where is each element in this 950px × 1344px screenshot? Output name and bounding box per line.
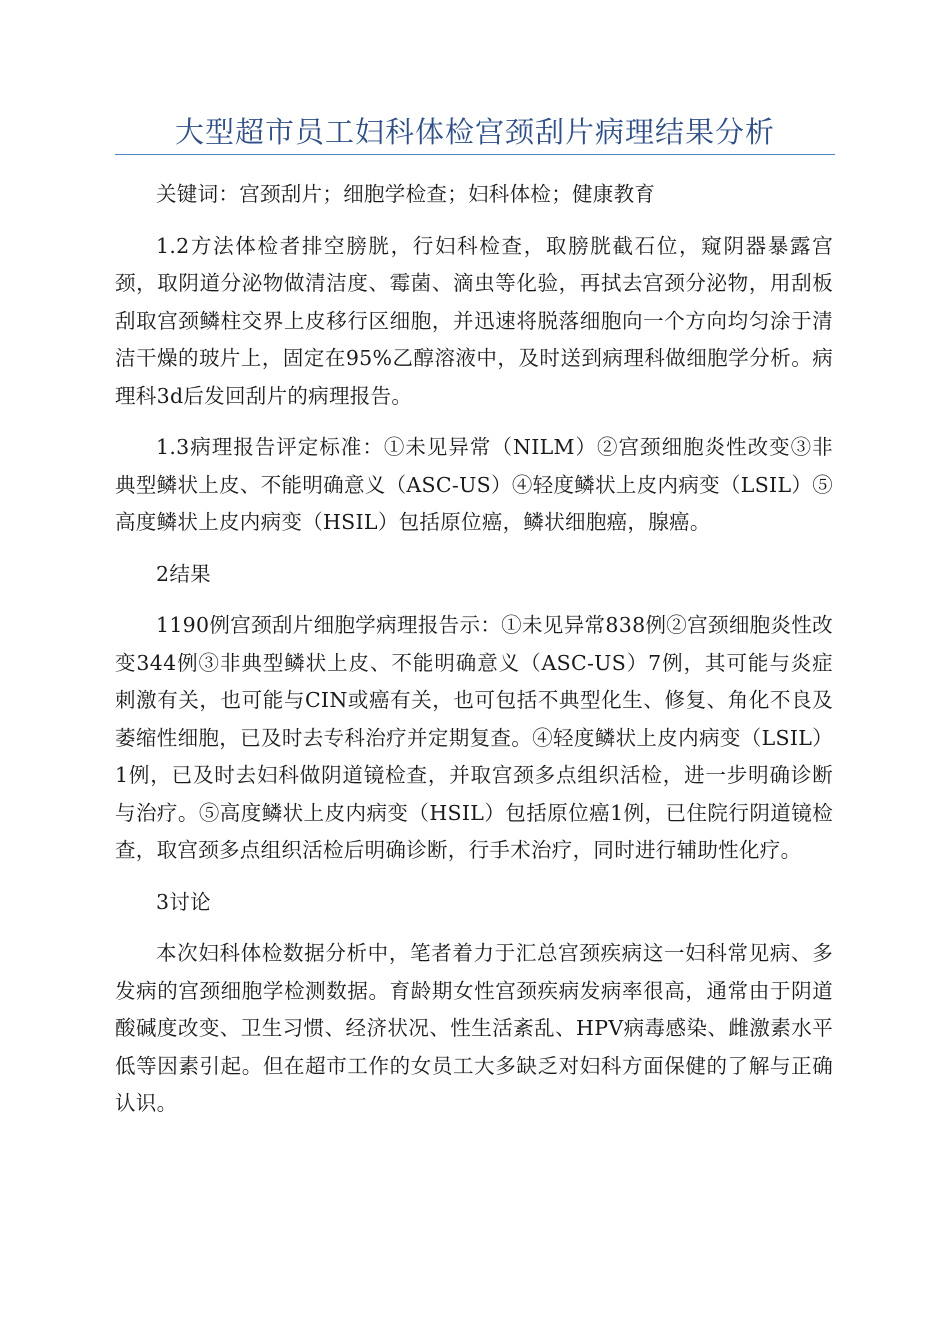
method-paragraph: 1.2方法体检者排空膀胱，行妇科检查，取膀胱截石位，窥阴器暴露宫颈，取阴道分泌物做清洁度、霉菌、滴虫等化验，再拭去宫颈分泌物，用刮板刮取宫颈鳞柱交界上皮移行区细胞，并迅速将脱落细胞向一个方向均匀涂于清洁干燥的玻片上，固定在95%乙醇溶液中，及时送到病理科做细胞学分析。病理科3d后发回刮片的病理报告。	[115, 233, 833, 408]
discussion-paragraph: 本次妇科体检数据分析中，笔者着力于汇总宫颈疾病这一妇科常见病、多发病的宫颈细胞学检测数据。育龄期女性宫颈疾病发病率很高，通常由于阴道酸碱度改变、卫生习惯、经济状况、性生活紊乱、HPV病毒感染、雌激素水平低等因素引起。但在超市工作的女员工大多缺乏对妇科方面保健的了解与正确认识。	[115, 941, 833, 1115]
document-title: 大型超市员工妇科体检宫颈刮片病理结果分析	[174, 115, 775, 149]
document-body	[115, 176, 833, 1137]
keywords-paragraph: 关键词：宫颈刮片；细胞学检查；妇科体检；健康教育	[156, 182, 656, 206]
results-paragraph: 1190例宫颈刮片细胞学病理报告示：①未见异常838例②宫颈细胞炎性改变344例③非典型鳞状上皮、不能明确意义（ASC-US）7例，其可能与炎症刺激有关，也可能与CIN或癌有关，也可包括不典型化生、修复、角化不良及萎缩性细胞，已及时去专科治疗并定期复查。④轻度鳞状上皮内病变（LSIL）1例，已及时去妇科做阴道镜检查，并取宫颈多点组织活检，进一步明确诊断与治疗。⑤高度鳞状上皮内病变（HSIL）包括原位癌1例，已住院行阴道镜检查，取宫颈多点组织活检后明确诊断，行手术治疗，同时进行辅助性化疗。	[115, 613, 833, 862]
discussion-heading: 3讨论	[156, 889, 211, 914]
title-underline	[115, 154, 835, 155]
results-heading: 2结果	[156, 561, 211, 586]
criteria-paragraph: 1.3病理报告评定标准：①未见异常（NILM）②宫颈细胞炎性改变③非典型鳞状上皮、不能明确意义（ASC-US）④轻度鳞状上皮内病变（LSIL）⑤高度鳞状上皮内病变（HSIL）包括原位癌，鳞状细胞癌，腺癌。	[115, 435, 833, 534]
